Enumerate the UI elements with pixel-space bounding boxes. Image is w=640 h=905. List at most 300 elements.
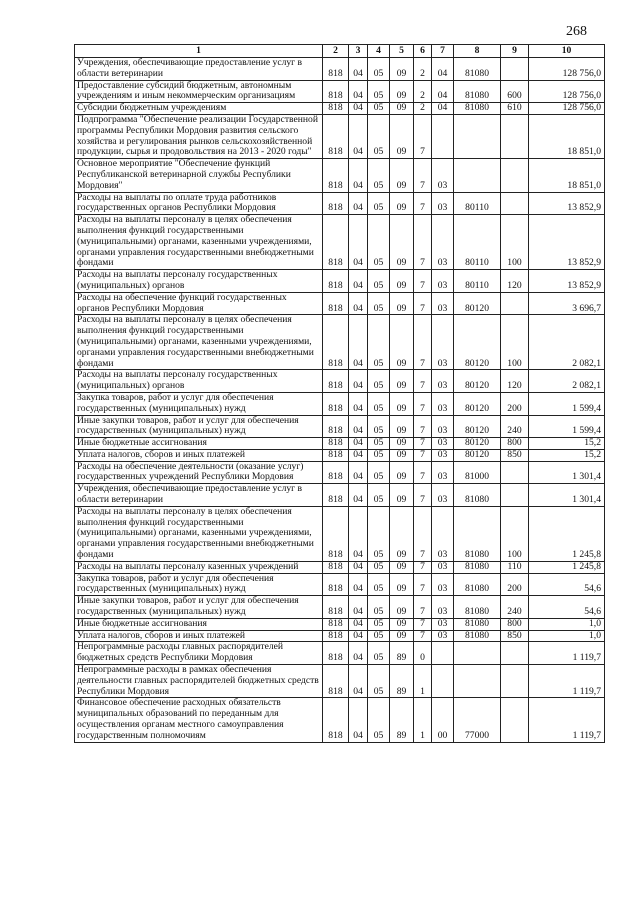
row-code-cell: 09 [390, 630, 414, 642]
row-code-cell: 04 [432, 80, 454, 103]
row-code-cell: 818 [323, 573, 349, 596]
row-name-cell: Основное мероприятие "Обеспечение функций Республиканской ветеринарной службы Республики Мордовия" [75, 159, 323, 192]
row-code-cell: 05 [368, 596, 390, 619]
row-code-cell: 818 [323, 370, 349, 393]
row-code-cell: 03 [432, 292, 454, 315]
row-code-cell: 818 [323, 665, 349, 698]
row-code-cell: 03 [432, 630, 454, 642]
row-name-cell: Уплата налогов, сборов и иных платежей [75, 630, 323, 642]
row-code-cell: 818 [323, 438, 349, 450]
page-number: 268 [566, 24, 587, 39]
row-code-cell: 120 [501, 270, 529, 293]
table-row [75, 58, 605, 81]
row-code-cell: 09 [390, 80, 414, 103]
row-amount-cell: 54,6 [529, 573, 605, 596]
row-code-cell: 04 [349, 270, 368, 293]
row-code-cell [501, 642, 529, 665]
row-code-cell: 03 [432, 506, 454, 561]
row-code-cell: 03 [432, 461, 454, 484]
table-row [75, 215, 605, 270]
row-code-cell: 818 [323, 103, 349, 115]
table-row [75, 80, 605, 103]
row-code-cell: 610 [501, 103, 529, 115]
row-code-cell: 05 [368, 80, 390, 103]
row-code-cell: 80120 [454, 315, 501, 370]
row-name-cell: Учреждения, обеспечивающие предоставление услуг в области ветеринарии [75, 484, 323, 507]
row-amount-cell: 15,2 [529, 449, 605, 461]
row-amount-cell: 1 245,8 [529, 561, 605, 573]
row-amount-cell: 128 756,0 [529, 80, 605, 103]
row-code-cell: 04 [349, 618, 368, 630]
row-code-cell: 04 [349, 315, 368, 370]
row-code-cell: 7 [414, 506, 432, 561]
row-code-cell: 81080 [454, 58, 501, 81]
row-code-cell [501, 192, 529, 215]
row-code-cell: 09 [390, 506, 414, 561]
row-code-cell: 09 [390, 192, 414, 215]
row-code-cell: 7 [414, 192, 432, 215]
row-code-cell: 09 [390, 392, 414, 415]
row-code-cell: 1 [414, 665, 432, 698]
row-amount-cell: 1 301,4 [529, 461, 605, 484]
row-code-cell: 05 [368, 561, 390, 573]
row-name-cell: Предоставление субсидий бюджетным, автономным учреждениям и иным некоммерческим организациям [75, 80, 323, 103]
row-code-cell: 7 [414, 461, 432, 484]
row-code-cell [501, 665, 529, 698]
row-code-cell: 800 [501, 618, 529, 630]
row-code-cell: 09 [390, 103, 414, 115]
table-row [75, 596, 605, 619]
table-row [75, 484, 605, 507]
row-code-cell: 09 [390, 315, 414, 370]
row-code-cell: 09 [390, 461, 414, 484]
row-code-cell: 120 [501, 370, 529, 393]
row-code-cell: 818 [323, 159, 349, 192]
row-code-cell: 04 [349, 58, 368, 81]
row-name-cell: Субсидии бюджетным учреждениям [75, 103, 323, 115]
row-code-cell: 200 [501, 392, 529, 415]
row-code-cell: 04 [349, 215, 368, 270]
header-cell: 8 [454, 45, 501, 58]
row-code-cell: 04 [349, 698, 368, 742]
row-code-cell: 81080 [454, 596, 501, 619]
row-name-cell: Расходы на выплаты персоналу в целях обеспечения выполнения функций государственными (муниципальными) органами, казенными учреждениями, органами управления государственными внебюджетными фондами [75, 215, 323, 270]
table-row [75, 618, 605, 630]
table-row [75, 103, 605, 115]
row-code-cell: 04 [349, 438, 368, 450]
row-code-cell: 03 [432, 618, 454, 630]
row-code-cell: 05 [368, 618, 390, 630]
row-code-cell: 89 [390, 642, 414, 665]
row-code-cell: 05 [368, 192, 390, 215]
row-code-cell: 818 [323, 596, 349, 619]
row-code-cell: 81080 [454, 484, 501, 507]
row-code-cell: 81080 [454, 103, 501, 115]
row-code-cell: 05 [368, 573, 390, 596]
row-code-cell: 09 [390, 159, 414, 192]
row-code-cell: 03 [432, 392, 454, 415]
row-code-cell: 05 [368, 370, 390, 393]
row-name-cell: Непрограммные расходы главных распорядителей бюджетных средств Республики Мордовия [75, 642, 323, 665]
row-code-cell: 89 [390, 698, 414, 742]
row-code-cell [454, 642, 501, 665]
row-code-cell: 04 [349, 573, 368, 596]
row-code-cell: 04 [349, 484, 368, 507]
table-row [75, 392, 605, 415]
row-name-cell: Иные бюджетные ассигнования [75, 438, 323, 450]
row-name-cell: Расходы на выплаты персоналу государственных (муниципальных) органов [75, 370, 323, 393]
row-code-cell: 03 [432, 449, 454, 461]
row-amount-cell: 13 852,9 [529, 215, 605, 270]
row-code-cell: 110 [501, 561, 529, 573]
row-code-cell: 850 [501, 449, 529, 461]
row-code-cell: 818 [323, 618, 349, 630]
row-code-cell: 09 [390, 449, 414, 461]
row-code-cell: 7 [414, 438, 432, 450]
row-code-cell: 2 [414, 103, 432, 115]
row-amount-cell: 1 119,7 [529, 642, 605, 665]
row-code-cell: 818 [323, 506, 349, 561]
table-row [75, 315, 605, 370]
row-amount-cell: 2 082,1 [529, 370, 605, 393]
header-cell: 7 [432, 45, 454, 58]
row-code-cell: 03 [432, 370, 454, 393]
row-code-cell [501, 484, 529, 507]
table-row [75, 438, 605, 450]
row-code-cell: 09 [390, 573, 414, 596]
row-code-cell [501, 292, 529, 315]
row-code-cell: 03 [432, 215, 454, 270]
row-name-cell: Уплата налогов, сборов и иных платежей [75, 449, 323, 461]
row-name-cell: Подпрограмма "Обеспечение реализации Государственной программы Республики Мордовия развития сельского хозяйства и регулирования рынков сельскохозяйственной продукции, сырья и продовольствия на 2013 - 2020 годы" [75, 114, 323, 158]
row-code-cell: 7 [414, 630, 432, 642]
row-code-cell [454, 159, 501, 192]
row-amount-cell: 1,0 [529, 630, 605, 642]
row-code-cell: 80120 [454, 438, 501, 450]
row-name-cell: Финансовое обеспечение расходных обязательств муниципальных образований по переданным для осуществления органам местного самоуправления государственным полномочиям [75, 698, 323, 742]
table-row [75, 415, 605, 438]
header-cell: 5 [390, 45, 414, 58]
row-code-cell: 7 [414, 215, 432, 270]
row-code-cell: 04 [349, 292, 368, 315]
row-code-cell: 09 [390, 114, 414, 158]
row-code-cell: 04 [349, 159, 368, 192]
row-code-cell: 05 [368, 58, 390, 81]
row-code-cell: 818 [323, 630, 349, 642]
row-code-cell: 05 [368, 506, 390, 561]
row-code-cell: 05 [368, 159, 390, 192]
row-amount-cell: 1 119,7 [529, 665, 605, 698]
row-code-cell: 05 [368, 642, 390, 665]
row-code-cell: 2 [414, 58, 432, 81]
row-code-cell: 04 [349, 114, 368, 158]
row-code-cell: 818 [323, 642, 349, 665]
row-code-cell: 03 [432, 561, 454, 573]
row-code-cell: 04 [349, 392, 368, 415]
row-code-cell: 818 [323, 561, 349, 573]
row-name-cell: Расходы на обеспечение деятельности (оказание услуг) государственных учреждений Республики Мордовия [75, 461, 323, 484]
row-code-cell: 04 [432, 58, 454, 81]
row-code-cell: 7 [414, 596, 432, 619]
row-code-cell: 600 [501, 80, 529, 103]
row-code-cell: 03 [432, 270, 454, 293]
row-amount-cell: 13 852,9 [529, 270, 605, 293]
row-code-cell: 04 [349, 415, 368, 438]
row-code-cell: 81080 [454, 618, 501, 630]
row-amount-cell: 54,6 [529, 596, 605, 619]
row-code-cell [501, 461, 529, 484]
table-row [75, 642, 605, 665]
row-amount-cell: 18 851,0 [529, 159, 605, 192]
row-code-cell [432, 114, 454, 158]
row-code-cell: 80110 [454, 270, 501, 293]
row-code-cell: 818 [323, 315, 349, 370]
row-code-cell: 7 [414, 270, 432, 293]
row-amount-cell: 1 599,4 [529, 415, 605, 438]
row-code-cell: 09 [390, 58, 414, 81]
row-code-cell: 818 [323, 58, 349, 81]
row-code-cell: 81080 [454, 80, 501, 103]
row-code-cell: 7 [414, 618, 432, 630]
row-name-cell: Расходы на выплаты персоналу казенных учреждений [75, 561, 323, 573]
row-code-cell: 03 [432, 159, 454, 192]
row-amount-cell: 128 756,0 [529, 58, 605, 81]
row-code-cell: 7 [414, 484, 432, 507]
row-name-cell: Расходы на выплаты персоналу в целях обеспечения выполнения функций государственными (муниципальными) органами, казенными учреждениями, органами управления государственными внебюджетными фондами [75, 506, 323, 561]
row-code-cell: 03 [432, 573, 454, 596]
row-amount-cell: 1 119,7 [529, 698, 605, 742]
row-code-cell: 818 [323, 484, 349, 507]
row-code-cell: 04 [349, 642, 368, 665]
row-code-cell: 7 [414, 114, 432, 158]
row-code-cell: 800 [501, 438, 529, 450]
row-code-cell: 09 [390, 596, 414, 619]
row-code-cell: 05 [368, 103, 390, 115]
row-code-cell: 05 [368, 392, 390, 415]
row-amount-cell: 15,2 [529, 438, 605, 450]
row-code-cell: 05 [368, 484, 390, 507]
row-code-cell: 09 [390, 438, 414, 450]
row-code-cell: 818 [323, 698, 349, 742]
row-code-cell: 7 [414, 561, 432, 573]
row-code-cell: 05 [368, 315, 390, 370]
row-code-cell: 7 [414, 315, 432, 370]
row-code-cell: 818 [323, 80, 349, 103]
header-row [75, 45, 605, 58]
row-amount-cell: 1 301,4 [529, 484, 605, 507]
row-name-cell: Учреждения, обеспечивающие предоставление услуг в области ветеринарии [75, 58, 323, 81]
row-code-cell: 818 [323, 292, 349, 315]
row-code-cell: 05 [368, 461, 390, 484]
row-name-cell: Иные закупки товаров, работ и услуг для обеспечения государственных (муниципальных) нужд [75, 415, 323, 438]
row-code-cell: 09 [390, 370, 414, 393]
row-code-cell: 240 [501, 415, 529, 438]
row-code-cell: 09 [390, 215, 414, 270]
row-code-cell: 818 [323, 192, 349, 215]
row-code-cell: 03 [432, 315, 454, 370]
row-code-cell: 05 [368, 698, 390, 742]
row-code-cell: 09 [390, 292, 414, 315]
row-name-cell: Расходы на выплаты по оплате труда работников государственных органов Республики Мордовия [75, 192, 323, 215]
row-code-cell [432, 642, 454, 665]
table-row [75, 630, 605, 642]
table-row [75, 665, 605, 698]
row-code-cell: 04 [349, 80, 368, 103]
row-code-cell: 03 [432, 192, 454, 215]
row-code-cell: 81080 [454, 630, 501, 642]
row-amount-cell: 1 599,4 [529, 392, 605, 415]
row-code-cell [501, 698, 529, 742]
row-code-cell: 818 [323, 392, 349, 415]
row-code-cell: 04 [349, 630, 368, 642]
row-code-cell: 1 [414, 698, 432, 742]
row-code-cell: 03 [432, 484, 454, 507]
row-code-cell: 81080 [454, 573, 501, 596]
row-code-cell: 05 [368, 630, 390, 642]
row-code-cell: 00 [432, 698, 454, 742]
row-code-cell: 80120 [454, 370, 501, 393]
row-code-cell: 7 [414, 573, 432, 596]
row-code-cell: 80120 [454, 415, 501, 438]
row-code-cell: 04 [349, 192, 368, 215]
row-code-cell: 81080 [454, 506, 501, 561]
row-code-cell: 818 [323, 415, 349, 438]
row-code-cell [432, 665, 454, 698]
row-code-cell: 200 [501, 573, 529, 596]
row-code-cell [454, 665, 501, 698]
row-amount-cell: 2 082,1 [529, 315, 605, 370]
row-code-cell: 04 [349, 103, 368, 115]
row-code-cell: 818 [323, 215, 349, 270]
table-row [75, 159, 605, 192]
row-code-cell: 0 [414, 642, 432, 665]
row-code-cell: 80120 [454, 449, 501, 461]
row-code-cell: 7 [414, 449, 432, 461]
row-code-cell: 04 [349, 665, 368, 698]
row-code-cell [501, 114, 529, 158]
row-code-cell: 850 [501, 630, 529, 642]
row-code-cell: 09 [390, 415, 414, 438]
row-code-cell: 7 [414, 392, 432, 415]
header-cell: 4 [368, 45, 390, 58]
table-body [75, 58, 605, 743]
row-name-cell: Расходы на выплаты персоналу в целях обеспечения выполнения функций государственными (муниципальными) органами, казенными учреждениями, органами управления государственными внебюджетными фондами [75, 315, 323, 370]
table-row [75, 506, 605, 561]
row-code-cell: 03 [432, 438, 454, 450]
budget-table [74, 44, 605, 743]
row-code-cell: 05 [368, 292, 390, 315]
row-code-cell: 80120 [454, 392, 501, 415]
row-code-cell: 80120 [454, 292, 501, 315]
table-row [75, 573, 605, 596]
row-code-cell: 05 [368, 665, 390, 698]
row-code-cell: 05 [368, 438, 390, 450]
row-amount-cell: 18 851,0 [529, 114, 605, 158]
row-code-cell: 05 [368, 415, 390, 438]
row-amount-cell: 128 756,0 [529, 103, 605, 115]
row-code-cell: 2 [414, 80, 432, 103]
row-name-cell: Иные закупки товаров, работ и услуг для обеспечения государственных (муниципальных) нужд [75, 596, 323, 619]
row-code-cell: 240 [501, 596, 529, 619]
row-name-cell: Иные бюджетные ассигнования [75, 618, 323, 630]
table-row [75, 698, 605, 742]
row-code-cell: 04 [349, 370, 368, 393]
row-name-cell: Закупка товаров, работ и услуг для обеспечения государственных (муниципальных) нужд [75, 573, 323, 596]
row-amount-cell: 1 245,8 [529, 506, 605, 561]
table-row [75, 270, 605, 293]
header-cell: 6 [414, 45, 432, 58]
row-code-cell: 818 [323, 270, 349, 293]
row-name-cell: Расходы на обеспечение функций государственных органов Республики Мордовия [75, 292, 323, 315]
header-cell: 3 [349, 45, 368, 58]
row-code-cell: 80110 [454, 192, 501, 215]
row-code-cell [501, 159, 529, 192]
table-row [75, 192, 605, 215]
table-row [75, 114, 605, 158]
row-code-cell: 04 [349, 596, 368, 619]
row-code-cell: 03 [432, 415, 454, 438]
header-cell: 9 [501, 45, 529, 58]
row-code-cell: 09 [390, 618, 414, 630]
row-code-cell: 05 [368, 270, 390, 293]
row-amount-cell: 1,0 [529, 618, 605, 630]
row-code-cell: 818 [323, 461, 349, 484]
row-code-cell: 7 [414, 370, 432, 393]
row-code-cell [454, 114, 501, 158]
row-code-cell: 7 [414, 159, 432, 192]
row-code-cell: 7 [414, 415, 432, 438]
row-code-cell: 04 [349, 561, 368, 573]
row-code-cell: 04 [349, 461, 368, 484]
row-amount-cell: 3 696,7 [529, 292, 605, 315]
row-code-cell: 80110 [454, 215, 501, 270]
row-name-cell: Закупка товаров, работ и услуг для обеспечения государственных (муниципальных) нужд [75, 392, 323, 415]
row-amount-cell: 13 852,9 [529, 192, 605, 215]
row-code-cell: 04 [349, 506, 368, 561]
row-code-cell: 100 [501, 315, 529, 370]
header-cell: 2 [323, 45, 349, 58]
row-code-cell: 05 [368, 449, 390, 461]
row-code-cell: 03 [432, 596, 454, 619]
row-code-cell: 7 [414, 292, 432, 315]
row-code-cell: 100 [501, 215, 529, 270]
row-code-cell: 81000 [454, 461, 501, 484]
header-cell: 1 [75, 45, 323, 58]
row-code-cell: 09 [390, 561, 414, 573]
table-row [75, 561, 605, 573]
row-name-cell: Непрограммные расходы в рамках обеспечения деятельности главных распорядителей бюджетных средств Республики Мордовия [75, 665, 323, 698]
row-code-cell: 818 [323, 449, 349, 461]
row-code-cell: 100 [501, 506, 529, 561]
row-code-cell: 77000 [454, 698, 501, 742]
row-code-cell [501, 58, 529, 81]
row-code-cell: 05 [368, 215, 390, 270]
row-code-cell: 818 [323, 114, 349, 158]
table-row [75, 370, 605, 393]
row-code-cell: 04 [349, 449, 368, 461]
row-code-cell: 89 [390, 665, 414, 698]
row-code-cell: 81080 [454, 561, 501, 573]
row-name-cell: Расходы на выплаты персоналу государственных (муниципальных) органов [75, 270, 323, 293]
row-code-cell: 09 [390, 270, 414, 293]
table-row [75, 449, 605, 461]
table-row [75, 292, 605, 315]
header-cell: 10 [529, 45, 605, 58]
row-code-cell: 09 [390, 484, 414, 507]
table-row [75, 461, 605, 484]
row-code-cell: 04 [432, 103, 454, 115]
row-code-cell: 05 [368, 114, 390, 158]
